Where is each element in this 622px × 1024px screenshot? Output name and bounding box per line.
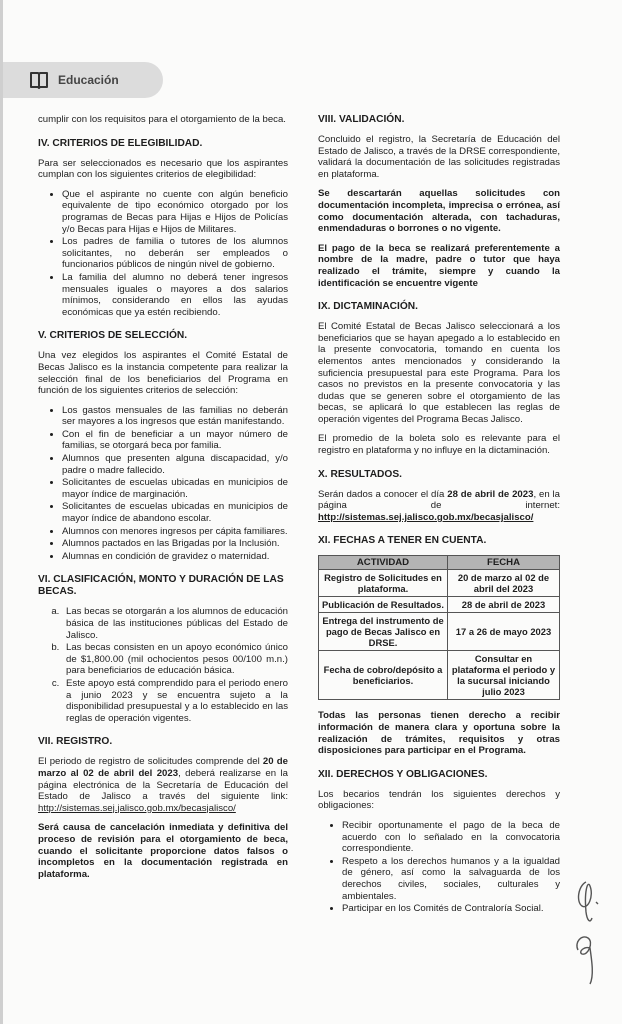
section-v-text: Una vez elegidos los aspirantes el Comité Estatal de Becas Jalisco es la instancia competente para realizar la selección final de los beneficiarios del Programa en función de los siguientes criterios de selección: xyxy=(38,350,288,397)
section-iv-list xyxy=(38,189,288,319)
list-item: • Respeto a los derechos humanos y a la igualdad de género, así como la salvaguarda de los derechos civiles, sociales, culturales y ambientales. xyxy=(342,856,560,902)
list-item: • Participar en los Comités de Contraloría Social. xyxy=(342,903,560,915)
list-item: • La familia del alumno no deberá tener ingresos mensuales iguales o mayores a dos salarios mínimos, considerando en ellos las ayudas económicas que ya estén recibiendo. xyxy=(62,272,288,318)
list-item: • Alumnos que presenten alguna discapacidad, y/o padre o madre fallecido. xyxy=(62,453,288,476)
section-vi-title: VI. CLASIFICACIÓN, MONTO Y DURACIÓN DE LAS BECAS. xyxy=(38,574,284,598)
table-row xyxy=(319,613,560,651)
text-span: , deberá realizarse en la página electrónica de la Secretaría de Educación del Estado de Jalisco a través del siguiente link: xyxy=(38,767,288,803)
text-span: , en la página de internet: xyxy=(318,488,560,512)
section-v-title: V. CRITERIOS DE SELECCIÓN. xyxy=(38,330,188,342)
table-header-date: FECHA xyxy=(448,556,560,570)
list-item: a. Las becas se otorgarán a los alumnos de educación básica de las instituciones públicas del Estado de Jalisco. xyxy=(62,606,288,641)
table-cell: Entrega del instrumento de pago de Becas Jalisco en DRSE. xyxy=(319,613,448,651)
list-item: • Los gastos mensuales de las familias no deberán ser mayores a los ingresos que están manifestando. xyxy=(62,405,288,428)
table-cell: 17 a 26 de mayo 2023 xyxy=(448,613,560,651)
section-xii-title: XII. DERECHOS Y OBLIGACIONES. xyxy=(318,768,488,780)
text-span: El periodo de registro de solicitudes comprende del xyxy=(38,756,263,768)
table-header-row xyxy=(319,556,560,570)
list-item: • Los padres de familia o tutores de los alumnos solicitantes, no deberán ser empleados o funcionarios públicos de ningún nivel de gobierno. xyxy=(62,236,288,271)
section-v-list xyxy=(38,405,288,563)
section-ix-p1: El Comité Estatal de Becas Jalisco seleccionará a los beneficiarios que se hayan apegado a lo establecido en la presente convocatoria, tomando en cuenta los elementos antes mencionados y considerando la suficiencia presupuestal para este Programa. Para los casos no previstos en la presente convocatoria y las dudas que se generen sobre el otorgamiento de las becas, se aplicará lo que establecen las reglas de operación vigentes del Programa Becas Jalisco. xyxy=(318,321,560,425)
table-cell: Fecha de cobro/depósito a beneficiarios. xyxy=(319,651,448,700)
list-item: • Alumnos pactados en las Brigadas por la Inclusión. xyxy=(62,538,288,550)
section-vii-text xyxy=(38,756,288,814)
section-vii-title: VII. REGISTRO. xyxy=(38,736,113,748)
table-cell: 20 de marzo al 02 de abril del 2023 xyxy=(448,570,560,597)
section-viii-p2: Se descartarán aquellas solicitudes con documentación incompleta, imprecisa o errónea, así como documentación alterada, con tachaduras, enmendaduras o borrones o no vigente. xyxy=(318,188,560,235)
section-ix-p2: El promedio de la boleta solo es relevante para el registro en plataforma y no influye en la dictaminación. xyxy=(318,433,560,457)
list-item: • Que el aspirante no cuente con algún beneficio equivalente de tipo económico otorgado por los programas de Becas para Hijas e Hijos de Policías y/o Becas para Hijas e Hijos de Militares. xyxy=(62,189,288,235)
list-item: • Con el fin de beneficiar a un mayor número de familias, se otorgará beca por familia. xyxy=(62,429,288,452)
table-row xyxy=(319,651,560,700)
list-item: • Alumnas en condición de gravidez o maternidad. xyxy=(62,551,288,563)
text-span: Serán dados a conocer el día xyxy=(318,488,448,500)
education-header-tab xyxy=(3,62,163,98)
section-viii-p1: Concluido el registro, la Secretaría de Educación del Estado de Jalisco, a través de la DRSE correspondiente, validará la documentación de las solicitudes registradas en plataforma. xyxy=(318,134,560,180)
list-item: b. Las becas consisten en un apoyo económico único de $1,800.00 (mil ochocientos pesos 00/100 m.n.) para beneficiarios de educación básica. xyxy=(62,642,288,677)
section-xii-list xyxy=(318,820,560,915)
section-iv-text: Para ser seleccionados es necesario que los aspirantes cumplan con los siguientes criterios de elegibilidad: xyxy=(38,157,288,181)
section-x-text xyxy=(318,489,560,524)
table-cell: Consultar en plataforma el periodo y la sucursal iniciando julio 2023 xyxy=(448,651,560,700)
list-item: • Recibir oportunamente el pago de la beca de acuerdo con lo señalado en la convocatoria correspondiente. xyxy=(342,820,560,855)
table-header-activity: ACTIVIDAD xyxy=(319,556,448,570)
header-label: Educación xyxy=(58,73,119,87)
right-column xyxy=(318,114,560,923)
intro-text: cumplir con los requisitos para el otorgamiento de la beca. xyxy=(38,114,286,125)
handwritten-initials xyxy=(568,872,608,992)
registration-link[interactable]: http://sistemas.sej.jalisco.gob.mx/becasjalisco/ xyxy=(38,802,236,814)
book-icon xyxy=(29,71,49,89)
table-row xyxy=(319,597,560,613)
list-item: • Solicitantes de escuelas ubicadas en municipios de mayor índice de abandono escolar. xyxy=(62,501,288,524)
registration-dates: 20 de marzo al 02 de abril del 2023 xyxy=(38,756,288,779)
table-cell: Registro de Solicitudes en plataforma. xyxy=(319,570,448,597)
list-item: • Alumnos con menores ingresos per cápita familiares. xyxy=(62,526,288,538)
dates-table xyxy=(318,555,560,700)
section-xii-text: Los becarios tendrán los siguientes derechos y obligaciones: xyxy=(318,788,560,812)
section-iv-title: IV. CRITERIOS DE ELEGIBILIDAD. xyxy=(38,137,203,149)
table-cell: 28 de abril de 2023 xyxy=(448,597,560,613)
table-cell: Publicación de Resultados. xyxy=(319,597,448,613)
page-edge xyxy=(0,0,3,1024)
results-date: 28 de abril de 2023 xyxy=(447,488,534,500)
list-item: c. Este apoyo está comprendido para el periodo enero a junio 2023 y se encuentra sujeto a la disponibilidad presupuestal y a lo establecido en las reglas de operación vigentes. xyxy=(62,678,288,724)
section-vi-list xyxy=(38,606,288,724)
table-row xyxy=(319,570,560,597)
section-viii-p3: El pago de la beca se realizará preferentemente a nombre de la madre, padre o tutor que haya realizado el trámite, siempre y cuando la identificación se encuentre vigente xyxy=(318,242,560,289)
section-viii-title: VIII. VALIDACIÓN. xyxy=(318,114,405,125)
section-ix-title: IX. DICTAMINACIÓN. xyxy=(318,301,418,313)
results-link[interactable]: http://sistemas.sej.jalisco.gob.mx/becasjalisco/ xyxy=(318,511,534,523)
cancellation-warning: Será causa de cancelación inmediata y definitiva del proceso de revisión para el otorgamiento de beca, cuando el solicitante proporcione datos falsos o incompletos en la documentación registrada en plataforma. xyxy=(38,822,288,880)
left-column xyxy=(38,114,288,888)
list-item: • Solicitantes de escuelas ubicadas en municipios de mayor índice de marginación. xyxy=(62,477,288,500)
section-xi-title: XI. FECHAS A TENER EN CUENTA. xyxy=(318,535,487,547)
section-xi-note: Todas las personas tienen derecho a recibir información de manera clara y oportuna sobre la realización de trámites, requisitos y otras disposiciones para participar en el Programa. xyxy=(318,710,560,757)
section-x-title: X. RESULTADOS. xyxy=(318,468,402,480)
